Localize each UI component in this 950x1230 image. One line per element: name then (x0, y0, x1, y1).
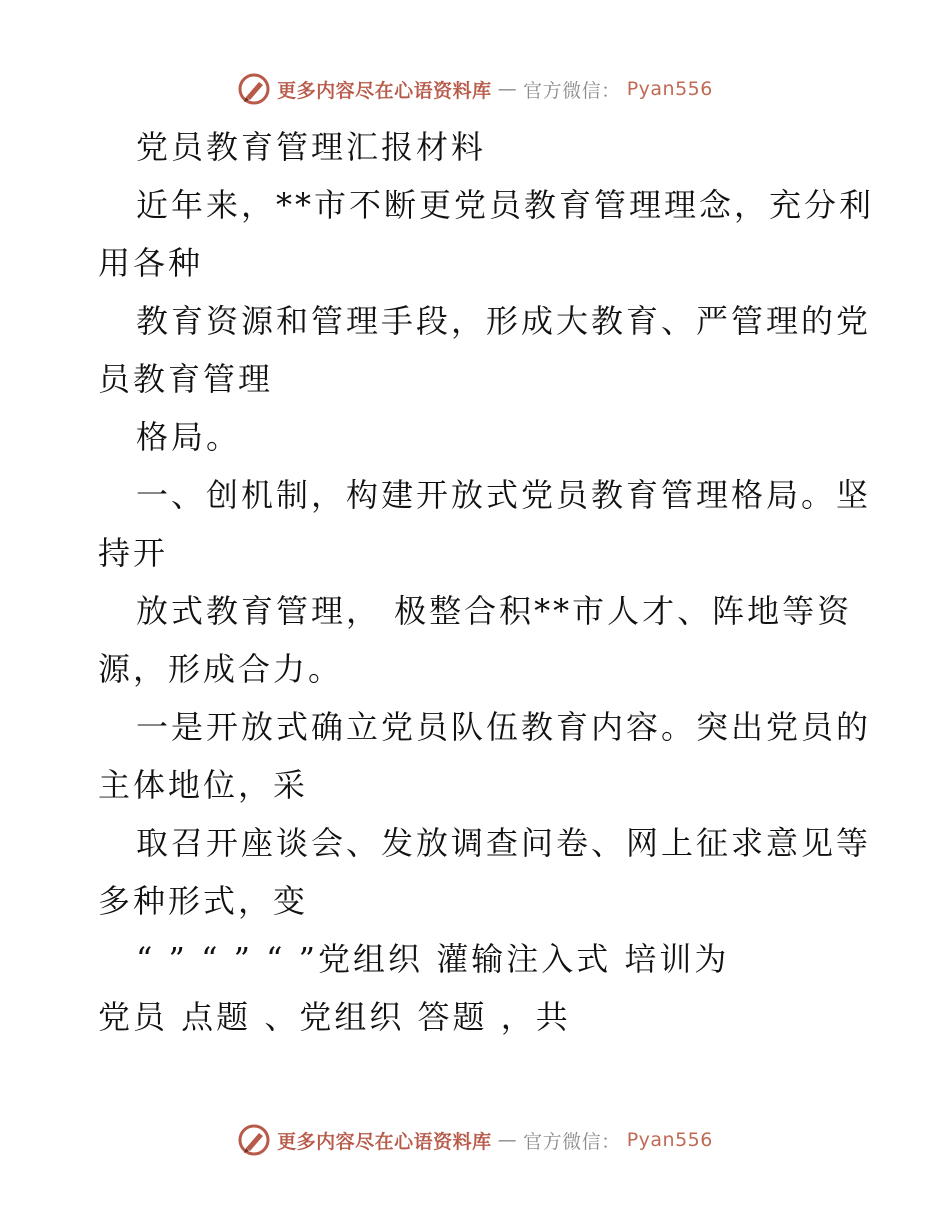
watermark-wechat-id: Pyan556 (626, 1129, 713, 1151)
document-body (98, 118, 875, 1046)
text-line: 取召开座谈会、发放调查问卷、网上征求意见等 (136, 824, 872, 862)
text-line: 员教育管理 (98, 360, 274, 398)
text-line: 持开 (98, 534, 169, 572)
text-line: 多种形式，变 (98, 882, 309, 920)
text-line: 源，形成合力。 (98, 650, 344, 688)
text-line: 一是开放式确立党员队伍教育内容。突出党员的 (136, 708, 872, 746)
text-line: 格局。 (136, 418, 242, 456)
header-watermark (0, 72, 950, 106)
text-line: 近年来，**市不断更党员教育管理理念，充分利 (136, 186, 875, 224)
watermark-wechat-id: Pyan556 (626, 78, 713, 100)
pen-logo-icon (237, 1123, 271, 1157)
watermark-dash: — (497, 1129, 518, 1151)
watermark-wechat-label: 官方微信： (523, 1130, 621, 1153)
footer-watermark (0, 1123, 950, 1157)
text-line: 主体地位，采 (98, 766, 309, 804)
text-line: 教育资源和管理手段，形成大教育、严管理的党 (136, 302, 872, 340)
section-heading: 一、创机制，构建开放式党员教育管理格局。坚 (136, 476, 872, 514)
text-line: “ ” “ ” “ ”党组织 灌输注入式 培训为 (136, 940, 730, 978)
watermark-dash: — (497, 78, 518, 100)
text-line: 用各种 (98, 244, 204, 282)
watermark-wechat-label: 官方微信： (523, 79, 621, 102)
watermark-library-text: 更多内容尽在心语资料库 (277, 79, 492, 102)
watermark-library-text: 更多内容尽在心语资料库 (277, 1130, 492, 1153)
text-line: 放式教育管理， 极整合积**市人才、阵地等资 (136, 592, 853, 630)
document-title: 党员教育管理汇报材料 (136, 128, 487, 166)
pen-logo-icon (237, 72, 271, 106)
text-line: 党员 点题 、党组织 答题 ，共 (98, 998, 571, 1036)
